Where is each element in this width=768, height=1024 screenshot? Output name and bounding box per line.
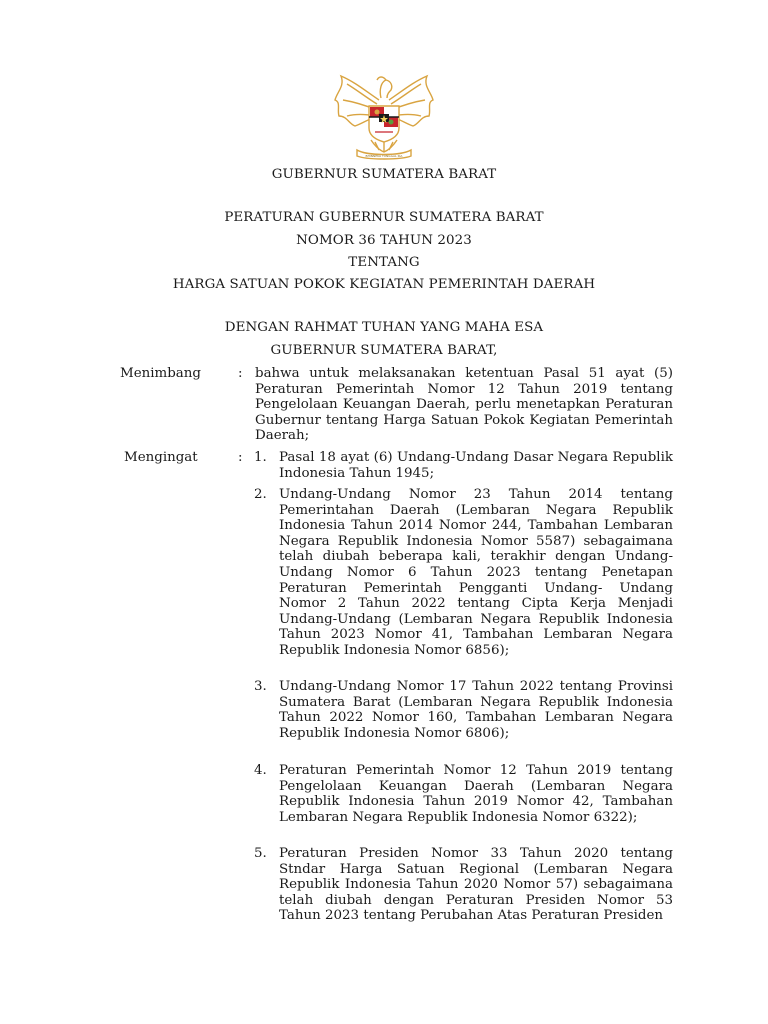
mengingat-item-text: Peraturan Pemerintah Nomor 12 Tahun 2019 tentang Pengelolaan Keuangan Daerah (Lembaran Negara Republik Indonesia Tahun 2019 Nomor 42, Tambahan Lembaran Negara Republik Indonesia Nomor 6322); bbox=[279, 763, 673, 825]
regulation-subject: HARGA SATUAN POKOK KEGIATAN PEMERINTAH DAERAH bbox=[172, 277, 596, 292]
mengingat-item-number: 5. bbox=[254, 846, 267, 861]
regulation-number: NOMOR 36 TAHUN 2023 bbox=[296, 233, 472, 248]
mengingat-item-text: Undang-Undang Nomor 17 Tahun 2022 tentang Provinsi Sumatera Barat (Lembaran Negara Republik Indonesia Tahun 2022 Nomor 160, Tambahan Lembaran Negara Republik Indonesia Nomor 6806); bbox=[279, 679, 673, 741]
mengingat-item-text: Undang-Undang Nomor 23 Tahun 2014 tentang Pemerintahan Daerah (Lembaran Negara Republik Indonesia Tahun 2014 Nomor 244, Tambahan Lembaran Negara Republik Indonesia Nomor 5587) sebagaimana telah diubah beberapa kali, terakhir dengan Undang-Undang Nomor 6 Tahun 2023 tentang Penetapan Peraturan Pemerintah Pengganti Undang- Undang Nomor 2 Tahun 2022 tentang Cipta Kerja Menjadi Undang-Undang (Lembaran Negara Republik Indonesia Tahun 2023 Nomor 41, Tambahan Lembaran Negara Republik Indonesia Nomor 6856); bbox=[279, 487, 673, 658]
mengingat-item-number: 3. bbox=[254, 679, 267, 694]
about-label: TENTANG bbox=[348, 255, 420, 270]
mengingat-item-text: Pasal 18 ayat (6) Undang-Undang Dasar Negara Republik Indonesia Tahun 1945; bbox=[279, 450, 673, 481]
mengingat-item-number: 4. bbox=[254, 763, 267, 778]
mengingat-colon: : bbox=[238, 450, 243, 465]
menimbang-text: bahwa untuk melaksanakan ketentuan Pasal 51 ayat (5) Peraturan Pemerintah Nomor 12 Tahun 2019 tentang Pengelolaan Keuangan Daerah, perlu menetapkan Peraturan Gubernur tentang Harga Satuan Pokok Kegiatan Pemerintah Daerah; bbox=[255, 366, 673, 444]
mengingat-label: Mengingat bbox=[124, 450, 198, 465]
issuer-heading: GUBERNUR SUMATERA BARAT bbox=[271, 167, 497, 182]
menimbang-colon: : bbox=[238, 366, 243, 381]
regulation-title: PERATURAN GUBERNUR SUMATERA BARAT bbox=[224, 210, 544, 225]
mengingat-item-number: 2. bbox=[254, 487, 267, 502]
mengingat-item-text: Peraturan Presiden Nomor 33 Tahun 2020 tentang Stndar Harga Satuan Regional (Lembaran Negara Republik Indonesia Tahun 2020 Nomor 57) sebagaimana telah diubah dengan Peraturan Presiden Nomor 53 Tahun 2023 tentang Perubahan Atas Peraturan Presiden bbox=[279, 846, 673, 924]
addressee-line: GUBERNUR SUMATERA BARAT, bbox=[270, 343, 498, 358]
mengingat-item-number: 1. bbox=[254, 450, 267, 465]
garuda-pancasila-emblem-icon bbox=[331, 70, 437, 164]
invocation-line: DENGAN RAHMAT TUHAN YANG MAHA ESA bbox=[224, 320, 544, 335]
emblem-motto: BHINNEKA TUNGGAL IKA bbox=[365, 154, 403, 158]
menimbang-label: Menimbang bbox=[120, 366, 201, 381]
